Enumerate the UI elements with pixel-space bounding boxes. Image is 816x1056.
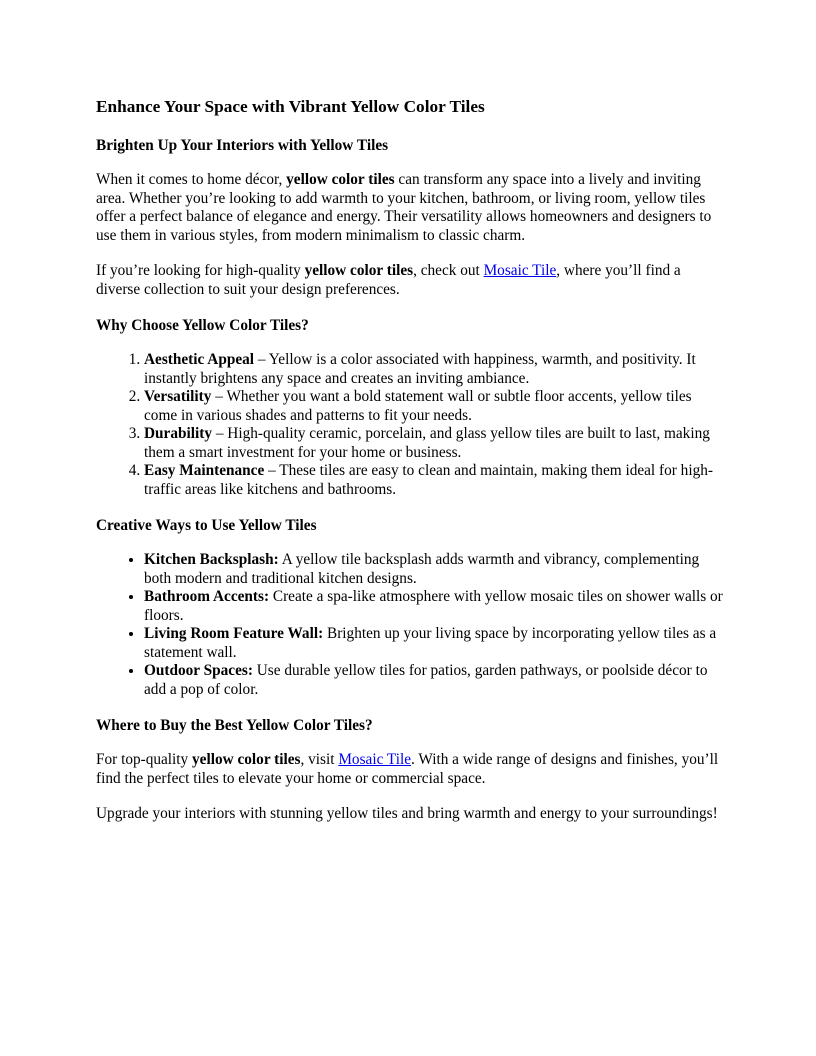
- list-item: [144, 351, 724, 388]
- cta-paragraph: [96, 262, 724, 299]
- page-title: Enhance Your Space with Vibrant Yellow Color Tiles: [96, 97, 485, 116]
- item-text: – High-quality ceramic, porcelain, and glass yellow tiles are built to last, making them a smart investment for your home or business.: [144, 425, 710, 461]
- text-run: , where you’ll find a diverse collection to suit your design preferences.: [96, 262, 681, 298]
- section-heading-creative-ways: Creative Ways to Use Yellow Tiles: [96, 517, 317, 534]
- text-run: If you’re looking for high-quality: [96, 262, 305, 279]
- mosaic-tile-link[interactable]: Mosaic Tile: [483, 262, 557, 279]
- benefits-list: [96, 351, 724, 499]
- mosaic-tile-link[interactable]: Mosaic Tile: [338, 751, 412, 768]
- list-item: [144, 388, 724, 425]
- bold-keyword: yellow color tiles: [304, 262, 414, 279]
- item-text: Use durable yellow tiles for patios, garden pathways, or poolside décor to add a pop of color.: [144, 662, 708, 698]
- item-title: Versatility: [144, 388, 212, 405]
- bold-keyword: yellow color tiles: [192, 751, 301, 768]
- list-item: [144, 551, 724, 588]
- section-heading-why-choose: Why Choose Yellow Color Tiles?: [96, 317, 309, 334]
- list-item: [144, 662, 724, 699]
- text-run: , visit: [300, 751, 339, 768]
- item-title: Durability: [144, 425, 212, 442]
- item-title: Bathroom Accents:: [144, 588, 270, 605]
- item-text: – Yellow is a color associated with happiness, warmth, and positivity. It instantly brightens any space and creates an inviting ambiance.: [144, 351, 696, 387]
- text-run: When it comes to home décor,: [96, 171, 287, 188]
- uses-list: [96, 551, 724, 699]
- intro-paragraph: [96, 171, 724, 245]
- list-item: [144, 462, 724, 499]
- item-text: Create a spa-like atmosphere with yellow mosaic tiles on shower walls or floors.: [144, 588, 723, 624]
- item-title: Kitchen Backsplash:: [144, 551, 279, 568]
- text-run: . With a wide range of designs and finishes, you’ll find the perfect tiles to elevate your home or commercial space.: [96, 751, 719, 787]
- bold-keyword: yellow color tiles: [286, 171, 395, 188]
- text-run: can transform any space into a lively and inviting area. Whether you’re looking to add warmth to your kitchen, bathroom, or living room, yellow tiles offer a perfect balance of elegance and energy. Their versatility allows homeowners and designers to use them in various styles, from modern minimalism to classic charm.: [96, 171, 712, 244]
- item-text: – These tiles are easy to clean and maintain, making them ideal for high-traffic areas like kitchens and bathrooms.: [144, 462, 713, 498]
- item-title: Aesthetic Appeal: [144, 351, 255, 368]
- section-heading-where-to-buy: Where to Buy the Best Yellow Color Tiles?: [96, 717, 373, 734]
- item-text: – Whether you want a bold statement wall or subtle floor accents, yellow tiles come in various shades and patterns to fit your needs.: [144, 388, 692, 424]
- closing-paragraph: Upgrade your interiors with stunning yellow tiles and bring warmth and energy to your surroundings!: [96, 805, 718, 822]
- text-run: For top-quality: [96, 751, 193, 768]
- list-item: [144, 425, 724, 462]
- item-text: A yellow tile backsplash adds warmth and vibrancy, complementing both modern and traditional kitchen designs.: [144, 551, 700, 587]
- list-item: [144, 625, 724, 662]
- document-body: [96, 96, 724, 841]
- item-text: Brighten up your living space by incorporating yellow tiles as a statement wall.: [144, 625, 717, 661]
- item-title: Easy Maintenance: [144, 462, 265, 479]
- item-title: Living Room Feature Wall:: [144, 625, 324, 642]
- text-run: , check out: [413, 262, 484, 279]
- item-title: Outdoor Spaces:: [144, 662, 253, 679]
- buy-paragraph: [96, 751, 724, 788]
- section-heading-brighten: Brighten Up Your Interiors with Yellow Tiles: [96, 137, 389, 154]
- list-item: [144, 588, 724, 625]
